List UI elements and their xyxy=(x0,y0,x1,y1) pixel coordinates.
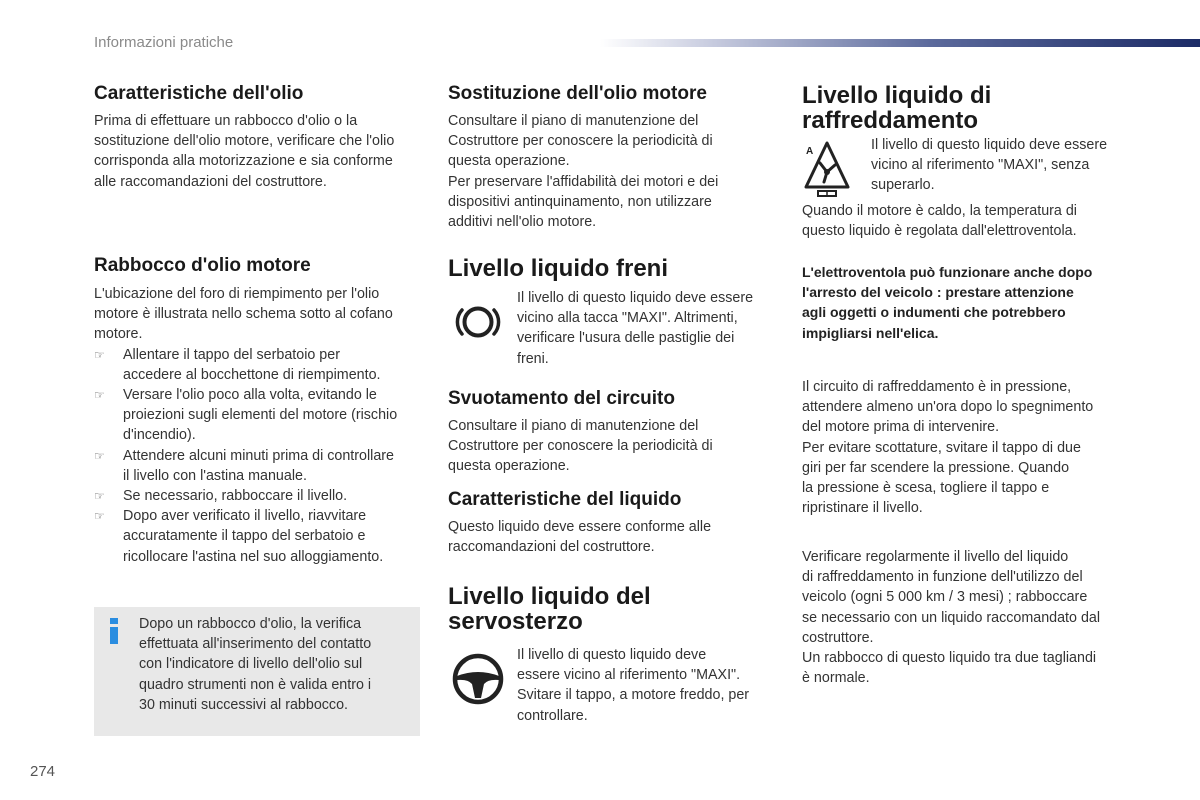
section-brake-fluid xyxy=(448,256,778,281)
text-line: d'incendio). xyxy=(123,427,196,444)
text-line: Il livello di questo liquido deve essere xyxy=(871,137,1108,153)
pointing-hand-icon: ☞ xyxy=(94,448,105,463)
section-circuit-drain xyxy=(448,387,778,477)
header-gradient-bar xyxy=(600,39,1200,47)
section-title: Caratteristiche dell'olio xyxy=(94,83,304,104)
text-line: Dopo aver verificato il livello, riavvitare xyxy=(123,508,367,525)
section-body xyxy=(448,111,778,232)
info-note-box xyxy=(94,607,420,736)
text-line: il livello con l'astina manuale. xyxy=(123,467,307,484)
text-line: sostituzione dell'olio motore, verificare che l'olio xyxy=(94,133,395,150)
text-line: Attendere alcuni minuti prima di controllare xyxy=(123,447,394,464)
text-line: verificare l'usura delle pastiglie dei xyxy=(517,330,735,347)
section-coolant xyxy=(802,83,1132,133)
section-body xyxy=(448,517,778,557)
text-line: costruttore. xyxy=(802,629,874,646)
text-line: Svitare il tappo, a motore freddo, per xyxy=(517,687,750,704)
text-line: Per evitare scottature, svitare il tappo di due xyxy=(802,439,1081,456)
section-title-line: raffreddamento xyxy=(802,107,979,134)
list-item xyxy=(94,486,424,506)
text-line: Versare l'olio poco alla volta, evitando le xyxy=(123,387,377,404)
text-line: Allentare il tappo del serbatoio per xyxy=(123,346,340,363)
text-line: veicolo (ogni 5 000 km / 3 mesi) ; rabboccare xyxy=(802,589,1088,606)
text-line: Questo liquido deve essere conforme alle xyxy=(448,519,712,535)
text-line: giri per far scendere la pressione. Quando xyxy=(802,459,1070,476)
svg-text:A: A xyxy=(806,146,814,157)
text-line: Il livello di questo liquido deve xyxy=(517,647,707,663)
text-line: attendere almeno un'ora dopo lo spegnimento xyxy=(802,399,1094,416)
coolant-pressure-text xyxy=(802,377,1132,518)
section-title: Livello liquido freni xyxy=(448,255,669,282)
text-line: vicino alla tacca "MAXI". Altrimenti, xyxy=(517,310,738,327)
text-line: essere vicino al riferimento "MAXI". xyxy=(517,667,741,684)
text-line: del motore prima di intervenire. xyxy=(802,419,1000,436)
list-item xyxy=(94,345,424,385)
steps-list xyxy=(94,345,424,567)
text-line: superarlo. xyxy=(871,177,935,194)
section-body xyxy=(448,416,778,477)
text-line: Consultare il piano di manutenzione del xyxy=(448,113,699,129)
section-fluid-characteristics xyxy=(448,488,778,557)
pointing-hand-icon: ☞ xyxy=(94,388,105,403)
pointing-hand-icon: ☞ xyxy=(94,347,105,362)
section-header-label: Informazioni pratiche xyxy=(94,34,234,51)
section-intro xyxy=(94,284,424,345)
text-line: se necessario con un liquido raccomandato dal xyxy=(802,609,1101,626)
text-line: questa operazione. xyxy=(448,153,570,170)
text-line: Dopo un rabbocco d'olio, la verifica xyxy=(139,616,362,632)
section-title-line: Livello liquido di xyxy=(802,82,992,109)
list-item xyxy=(94,446,424,486)
coolant-level-text xyxy=(871,135,1107,196)
text-line: dispositivi antinquinamento, non utilizzare xyxy=(448,193,712,210)
brake-warning-icon xyxy=(448,292,508,352)
text-line: Il livello di questo liquido deve essere xyxy=(517,290,754,306)
section-body xyxy=(94,111,424,192)
text-line: Il circuito di raffreddamento è in pressione, xyxy=(802,379,1072,395)
text-line: Se necessario, rabboccare il livello. xyxy=(123,488,348,505)
text-line: controllare. xyxy=(517,707,588,724)
text-line: Quando il motore è caldo, la temperatura di xyxy=(802,203,1077,219)
fan-hazard-warning-icon xyxy=(802,137,862,197)
section-title: Caratteristiche del liquido xyxy=(448,489,682,510)
brake-fluid-text xyxy=(517,288,753,369)
text-line: ricollocare l'astina nel suo alloggiamento. xyxy=(123,548,384,565)
text-line: accuratamente il tappo del serbatoio e xyxy=(123,528,366,545)
section-oil-change xyxy=(448,82,778,232)
section-oil-topup xyxy=(94,254,424,567)
text-line: corrisponda alla motorizzazione e sia conforme xyxy=(94,153,393,170)
text-line: l'arresto del veicolo : prestare attenzione xyxy=(802,284,1074,301)
text-line: vicino al riferimento "MAXI", senza xyxy=(871,157,1090,174)
list-item xyxy=(94,385,424,446)
text-line: alle raccomandazioni del costruttore. xyxy=(94,173,327,190)
text-line: è normale. xyxy=(802,670,870,687)
text-line: Per preservare l'affidabilità dei motori e dei xyxy=(448,173,719,190)
section-oil-characteristics xyxy=(94,82,424,192)
section-title-line: servosterzo xyxy=(448,608,583,635)
section-power-steering xyxy=(448,584,778,634)
text-line: Costruttore per conoscere la periodicità di xyxy=(448,438,713,455)
text-line: additivi nell'olio motore. xyxy=(448,214,597,231)
power-steering-text xyxy=(517,645,749,726)
pointing-hand-icon: ☞ xyxy=(94,509,105,524)
text-line: 30 minuti successivi al rabbocco. xyxy=(139,696,348,713)
page-number: 274 xyxy=(30,763,56,780)
section-title: Rabbocco d'olio motore xyxy=(94,255,311,276)
info-icon xyxy=(108,618,120,646)
text-line: Consultare il piano di manutenzione del xyxy=(448,418,699,434)
text-line: L'ubicazione del foro di riempimento per l'olio xyxy=(94,286,380,302)
text-line: Prima di effettuare un rabbocco d'olio o la xyxy=(94,113,358,129)
list-item xyxy=(94,506,424,567)
text-line: impigliarsi nell'elica. xyxy=(802,324,939,341)
text-line: accedere al bocchettone di riempimento. xyxy=(123,366,381,383)
steering-wheel-icon xyxy=(448,649,508,709)
text-line: la pressione è scesa, togliere il tappo e xyxy=(802,480,1050,497)
text-line: motore è illustrata nello schema sotto al cofano xyxy=(94,306,393,323)
section-title-line: Livello liquido del xyxy=(448,583,651,610)
text-line: quadro strumenti non è valida entro i xyxy=(139,676,372,693)
section-title: Svuotamento del circuito xyxy=(448,388,675,409)
text-line: proiezioni sugli elementi del motore (rischio xyxy=(123,407,398,424)
text-line: questa operazione. xyxy=(448,458,570,475)
text-line: raccomandazioni del costruttore. xyxy=(448,539,655,556)
coolant-hot-text xyxy=(802,201,1132,241)
info-note-text xyxy=(139,614,409,715)
section-title: Sostituzione dell'olio motore xyxy=(448,83,707,104)
text-line: Verificare regolarmente il livello del liquido xyxy=(802,549,1069,565)
text-line: freni. xyxy=(517,350,549,367)
pointing-hand-icon: ☞ xyxy=(94,489,105,504)
text-line: di raffreddamento in funzione dell'utilizzo del xyxy=(802,569,1083,586)
text-line: agli oggetti o indumenti che potrebbero xyxy=(802,304,1066,321)
coolant-check-text xyxy=(802,547,1132,688)
text-line: Un rabbocco di questo liquido tra due tagliandi xyxy=(802,650,1097,667)
text-line: con l'indicatore di livello dell'olio sul xyxy=(139,656,363,673)
text-line: motore. xyxy=(94,326,143,343)
text-line: effettuata all'inserimento del contatto xyxy=(139,636,372,653)
text-line: ripristinare il livello. xyxy=(802,500,923,517)
text-line: questo liquido è regolata dall'elettroventola. xyxy=(802,223,1077,240)
text-line: L'elettroventola può funzionare anche dopo xyxy=(802,264,1093,280)
coolant-fan-warning xyxy=(802,262,1132,343)
text-line: Costruttore per conoscere la periodicità di xyxy=(448,133,713,150)
